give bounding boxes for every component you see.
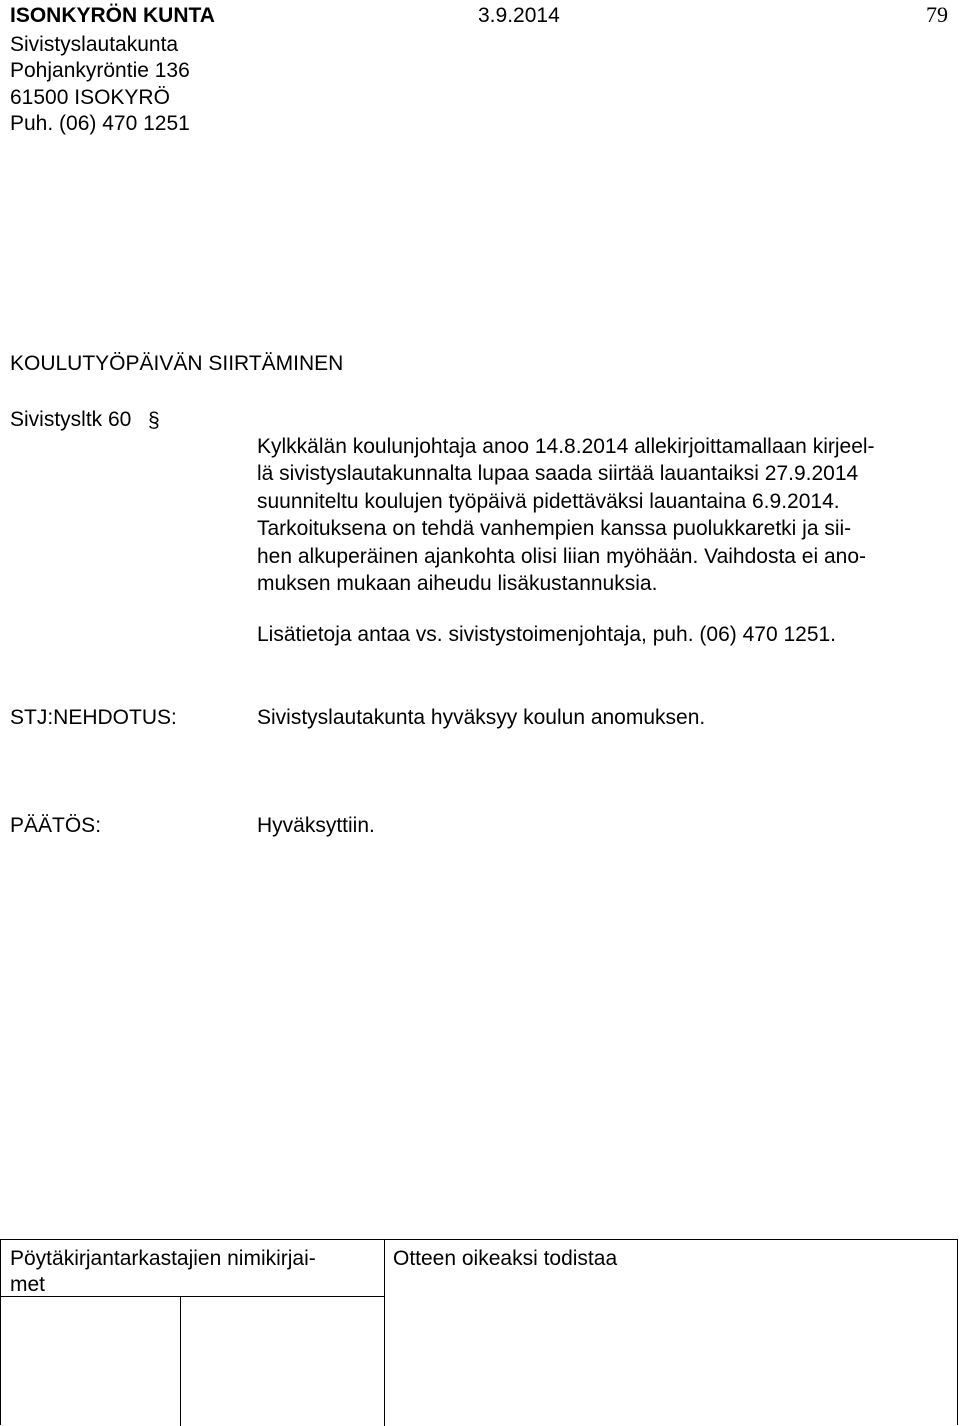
decision-label: PÄÄTÖS: — [10, 814, 102, 837]
address-line-phone: Puh. (06) 470 1251 — [10, 112, 190, 135]
proposal-text: Sivistyslautakunta hyväksyy koulun anomuksen. — [257, 706, 706, 729]
paragraph-line: hen alkuperäinen ajankohta olisi liian myöhään. Vaihdosta ei ano- — [257, 544, 867, 568]
paragraph-line: muksen mukaan aiheudu lisäkustannuksia. — [257, 572, 658, 596]
address-line-street: Pohjankyröntie 136 — [10, 59, 190, 82]
initials-divider — [180, 1296, 181, 1426]
organization-name: ISONKYRÖN KUNTA — [10, 4, 215, 27]
reviewers-initials-heading — [10, 1246, 380, 1298]
paragraph-line: Tarkoituksena on tehdä vanhempien kanssa puolukkaretki ja sii- — [257, 517, 852, 541]
paragraph-line: Kylkkälän koulunjohtaja anoo 14.8.2014 allekirjoittamallaan kirjeel- — [257, 435, 875, 458]
info-contact: Lisätietoja antaa vs. sivistystoimenjohtaja, puh. (06) 470 1251. — [257, 623, 837, 646]
page-number: 79 — [926, 2, 948, 27]
signature-box-divider — [384, 1240, 385, 1426]
section-title: KOULUTYÖPÄIVÄN SIIRTÄMINEN — [10, 352, 344, 375]
paragraph-line: lä sivistyslautakunnalta lupaa saada siirtää lauantaiksi 27.9.2014 — [257, 462, 859, 486]
certified-copy-heading: Otteen oikeaksi todistaa — [393, 1247, 618, 1270]
document-date: 3.9.2014 — [478, 4, 560, 27]
proposal-label: STJ:NEHDOTUS: — [10, 706, 177, 729]
address-line-postal: 61500 ISOKYRÖ — [10, 86, 170, 109]
section-mark: § — [148, 409, 160, 432]
section-reference: Sivistysltk 60 — [10, 408, 132, 431]
heading-line: met — [10, 1273, 46, 1296]
heading-line: Pöytäkirjantarkastajien nimikirjai- — [10, 1247, 316, 1270]
address-line-department: Sivistyslautakunta — [10, 33, 179, 56]
signature-box — [0, 1239, 958, 1425]
paragraph-line: suunniteltu koulujen työpäivä pidettäväksi lauantaina 6.9.2014. — [257, 489, 840, 513]
body-paragraph — [257, 433, 957, 597]
decision-text: Hyväksyttiin. — [257, 814, 375, 837]
